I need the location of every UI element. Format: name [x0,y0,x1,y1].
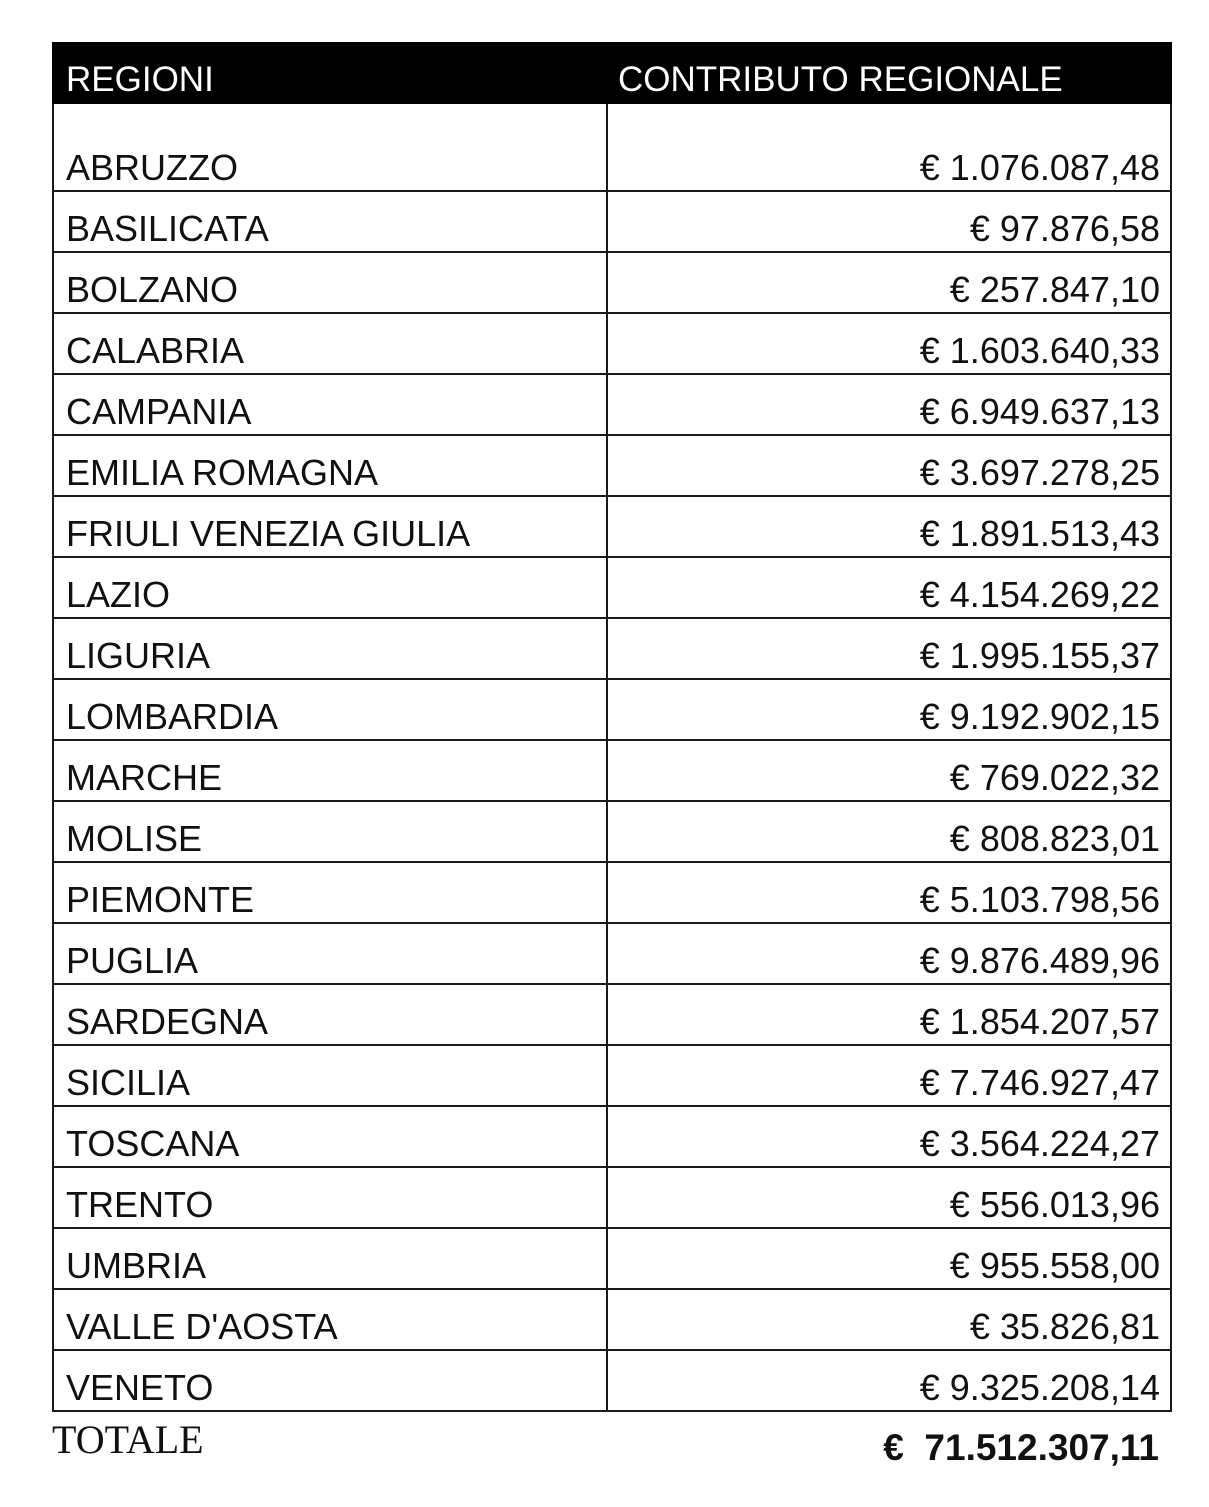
table-row [53,1289,1171,1350]
region-name-cell: PIEMONTE [53,862,607,923]
region-name-cell: EMILIA ROMAGNA [53,435,607,496]
region-contribution-cell: € 97.876,58 [607,191,1171,252]
table-row [53,374,1171,435]
header-contribution: CONTRIBUTO REGIONALE [607,43,1171,103]
table-row [53,1350,1171,1411]
header-region: REGIONI [53,43,607,103]
total-label: TOTALE [52,1417,204,1462]
table-row [53,1167,1171,1228]
table-row [53,923,1171,984]
region-contribution-cell: € 3.697.278,25 [607,435,1171,496]
table-row [53,557,1171,618]
region-name-cell: VENETO [53,1350,607,1411]
table-body [53,103,1171,1411]
region-name-cell: LOMBARDIA [53,679,607,740]
regional-contribution-table [52,42,1172,1412]
region-name-cell: SICILIA [53,1045,607,1106]
region-contribution-cell: € 9.192.902,15 [607,679,1171,740]
table-row [53,1045,1171,1106]
region-contribution-cell: € 257.847,10 [607,252,1171,313]
regional-contribution-table-wrapper [52,42,1170,1412]
region-contribution-cell: € 7.746.927,47 [607,1045,1171,1106]
table-row [53,435,1171,496]
table-row [53,191,1171,252]
region-contribution-cell: € 9.876.489,96 [607,923,1171,984]
region-contribution-cell: € 1.891.513,43 [607,496,1171,557]
region-name-cell: SARDEGNA [53,984,607,1045]
region-name-cell: CALABRIA [53,313,607,374]
table-header-row [53,43,1171,103]
region-name-cell: UMBRIA [53,1228,607,1289]
region-contribution-cell: € 4.154.269,22 [607,557,1171,618]
region-name-cell: ABRUZZO [53,103,607,191]
region-contribution-cell: € 9.325.208,14 [607,1350,1171,1411]
region-contribution-cell: € 955.558,00 [607,1228,1171,1289]
region-contribution-cell: € 6.949.637,13 [607,374,1171,435]
region-name-cell: LIGURIA [53,618,607,679]
region-name-cell: TRENTO [53,1167,607,1228]
region-contribution-cell: € 1.854.207,57 [607,984,1171,1045]
region-contribution-cell: € 3.564.224,27 [607,1106,1171,1167]
region-contribution-cell: € 769.022,32 [607,740,1171,801]
region-name-cell: LAZIO [53,557,607,618]
table-row [53,103,1171,191]
region-contribution-cell: € 556.013,96 [607,1167,1171,1228]
table-row [53,252,1171,313]
region-name-cell: MOLISE [53,801,607,862]
table-row [53,1106,1171,1167]
region-contribution-cell: € 808.823,01 [607,801,1171,862]
region-name-cell: VALLE D'AOSTA [53,1289,607,1350]
region-contribution-cell: € 1.603.640,33 [607,313,1171,374]
region-name-cell: BOLZANO [53,252,607,313]
region-contribution-cell: € 5.103.798,56 [607,862,1171,923]
region-name-cell: TOSCANA [53,1106,607,1167]
region-name-cell: PUGLIA [53,923,607,984]
region-name-cell: CAMPANIA [53,374,607,435]
region-name-cell: FRIULI VENEZIA GIULIA [53,496,607,557]
table-row [53,740,1171,801]
region-contribution-cell: € 1.076.087,48 [607,103,1171,191]
table-row [53,313,1171,374]
table-row [53,618,1171,679]
table-row [53,496,1171,557]
table-row [53,801,1171,862]
region-contribution-cell: € 1.995.155,37 [607,618,1171,679]
region-name-cell: BASILICATA [53,191,607,252]
region-name-cell: MARCHE [53,740,607,801]
table-row [53,679,1171,740]
table-row [53,1228,1171,1289]
region-contribution-cell: € 35.826,81 [607,1289,1171,1350]
total-value: € 71.512.307,11 [883,1427,1159,1468]
table-row [53,862,1171,923]
table-row [53,984,1171,1045]
